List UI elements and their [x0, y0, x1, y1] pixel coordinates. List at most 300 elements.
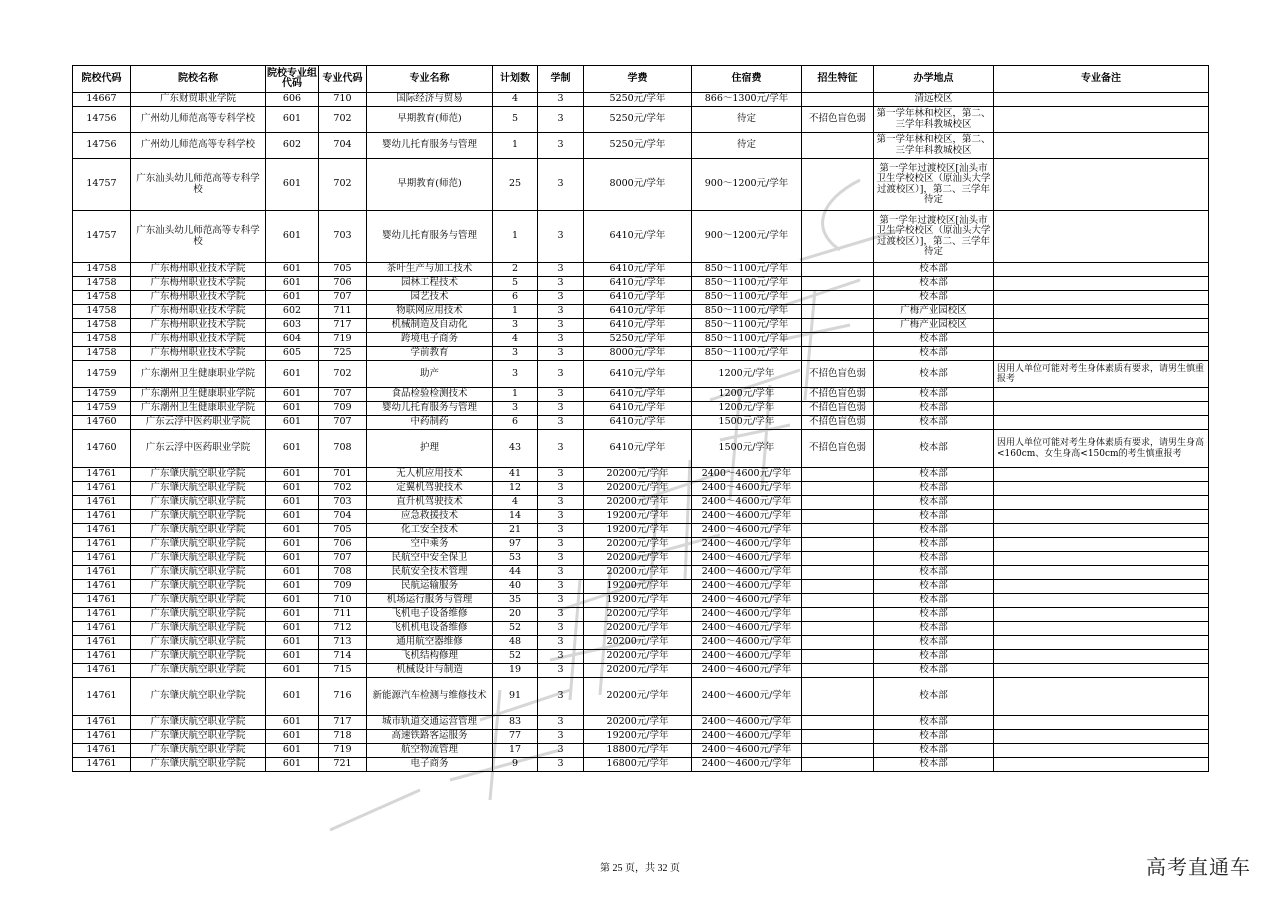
cell-major-name: 高速铁路客运服务 [367, 730, 493, 744]
cell-location: 第一学年过渡校区[汕头市卫生学校校区（原汕头大学过渡校区）]，第二、三学年待定 [874, 159, 994, 211]
cell-school-code: 14761 [73, 608, 131, 622]
table-row [73, 510, 1209, 524]
table-row [73, 636, 1209, 650]
cell-tuition: 5250元/学年 [584, 93, 692, 107]
cell-plan-count: 77 [493, 730, 538, 744]
cell-plan-count: 2 [493, 263, 538, 277]
cell-major-code: 711 [319, 608, 367, 622]
cell-major-code: 707 [319, 552, 367, 566]
cell-location: 第一学年过渡校区[汕头市卫生学校校区（原汕头大学过渡校区）]，第二、三学年待定 [874, 211, 994, 263]
cell-school-code: 14761 [73, 482, 131, 496]
cell-school-name: 广东肇庆航空职业学院 [131, 664, 266, 678]
cell-major-name: 定翼机驾驶技术 [367, 482, 493, 496]
cell-tuition: 19200元/学年 [584, 730, 692, 744]
cell-school-code: 14761 [73, 580, 131, 594]
cell-tuition: 20200元/学年 [584, 482, 692, 496]
cell-location: 校本部 [874, 388, 994, 402]
table-row [73, 402, 1209, 416]
cell-major-name: 婴幼儿托育服务与管理 [367, 211, 493, 263]
cell-accommodation: 待定 [692, 107, 802, 133]
cell-duration: 3 [538, 388, 584, 402]
cell-location: 校本部 [874, 416, 994, 430]
cell-tuition: 20200元/学年 [584, 468, 692, 482]
cell-major-name: 园艺技术 [367, 291, 493, 305]
cell-major-name: 飞机结构修理 [367, 650, 493, 664]
cell-plan-count: 83 [493, 716, 538, 730]
cell-plan-count: 4 [493, 333, 538, 347]
cell-plan-count: 3 [493, 319, 538, 333]
cell-school-name: 广东肇庆航空职业学院 [131, 538, 266, 552]
cell-admission-feature [802, 716, 874, 730]
cell-school-code: 14759 [73, 388, 131, 402]
page-number: 第 25 页，共 32 页 [600, 863, 680, 874]
cell-major-code: 703 [319, 211, 367, 263]
cell-location: 第一学年林和校区，第二、三学年科教城校区 [874, 107, 994, 133]
cell-admission-feature [802, 744, 874, 758]
cell-duration: 3 [538, 566, 584, 580]
cell-tuition: 20200元/学年 [584, 538, 692, 552]
cell-plan-count: 20 [493, 608, 538, 622]
cell-duration: 3 [538, 758, 584, 772]
header-admission-feature: 招生特征 [802, 66, 874, 93]
cell-school-name: 广东汕头幼儿师范高等专科学校 [131, 211, 266, 263]
table-row [73, 107, 1209, 133]
cell-admission-feature [802, 291, 874, 305]
cell-notes [994, 133, 1209, 159]
cell-admission-feature: 不招色盲色弱 [802, 107, 874, 133]
cell-group-code: 602 [266, 133, 319, 159]
cell-duration: 3 [538, 678, 584, 716]
table-row [73, 552, 1209, 566]
cell-school-name: 广东汕头幼儿师范高等专科学校 [131, 159, 266, 211]
cell-admission-feature [802, 538, 874, 552]
cell-school-code: 14761 [73, 730, 131, 744]
cell-plan-count: 25 [493, 159, 538, 211]
cell-accommodation: 900～1200元/学年 [692, 159, 802, 211]
cell-school-code: 14758 [73, 277, 131, 291]
table-row [73, 430, 1209, 468]
cell-group-code: 601 [266, 361, 319, 388]
cell-location: 校本部 [874, 678, 994, 716]
cell-school-name: 广东潮州卫生健康职业学院 [131, 388, 266, 402]
cell-accommodation: 2400～4600元/学年 [692, 468, 802, 482]
cell-plan-count: 5 [493, 107, 538, 133]
cell-plan-count: 97 [493, 538, 538, 552]
cell-notes: 因用人单位可能对考生身体素质有要求，请男生慎重报考 [994, 361, 1209, 388]
cell-location: 第一学年林和校区，第二、三学年科教城校区 [874, 133, 994, 159]
cell-tuition: 6410元/学年 [584, 291, 692, 305]
cell-notes [994, 211, 1209, 263]
header-group-code: 院校专业组代码 [266, 66, 319, 93]
cell-group-code: 601 [266, 107, 319, 133]
cell-school-name: 广东肇庆航空职业学院 [131, 622, 266, 636]
cell-tuition: 20200元/学年 [584, 608, 692, 622]
cell-major-code: 702 [319, 159, 367, 211]
cell-notes [994, 678, 1209, 716]
table-row [73, 608, 1209, 622]
cell-duration: 3 [538, 744, 584, 758]
cell-tuition: 6410元/学年 [584, 430, 692, 468]
cell-duration: 3 [538, 361, 584, 388]
cell-group-code: 601 [266, 730, 319, 744]
cell-accommodation: 850～1100元/学年 [692, 291, 802, 305]
cell-plan-count: 3 [493, 347, 538, 361]
cell-school-name: 广东梅州职业技术学院 [131, 305, 266, 319]
cell-group-code: 601 [266, 482, 319, 496]
cell-tuition: 5250元/学年 [584, 107, 692, 133]
cell-notes [994, 636, 1209, 650]
cell-location: 广梅产业园校区 [874, 305, 994, 319]
cell-major-code: 704 [319, 510, 367, 524]
cell-plan-count: 52 [493, 650, 538, 664]
cell-major-code: 725 [319, 347, 367, 361]
cell-school-name: 广东云浮中医药职业学院 [131, 430, 266, 468]
cell-plan-count: 3 [493, 361, 538, 388]
cell-major-code: 709 [319, 580, 367, 594]
cell-notes [994, 622, 1209, 636]
cell-major-code: 706 [319, 277, 367, 291]
cell-group-code: 601 [266, 524, 319, 538]
cell-plan-count: 53 [493, 552, 538, 566]
cell-accommodation: 850～1100元/学年 [692, 333, 802, 347]
cell-major-name: 机场运行服务与管理 [367, 594, 493, 608]
cell-group-code: 601 [266, 664, 319, 678]
cell-group-code: 601 [266, 496, 319, 510]
cell-admission-feature [802, 159, 874, 211]
cell-major-code: 708 [319, 566, 367, 580]
cell-school-code: 14761 [73, 758, 131, 772]
cell-location: 校本部 [874, 496, 994, 510]
cell-school-code: 14761 [73, 524, 131, 538]
cell-notes [994, 524, 1209, 538]
cell-tuition: 20200元/学年 [584, 678, 692, 716]
cell-plan-count: 1 [493, 388, 538, 402]
cell-major-code: 707 [319, 388, 367, 402]
table-row [73, 291, 1209, 305]
cell-group-code: 602 [266, 305, 319, 319]
cell-major-code: 714 [319, 650, 367, 664]
cell-accommodation: 2400～4600元/学年 [692, 730, 802, 744]
cell-school-code: 14761 [73, 468, 131, 482]
cell-group-code: 601 [266, 622, 319, 636]
brand-logo-text: 高考直通车 [1146, 855, 1251, 879]
cell-admission-feature [802, 496, 874, 510]
cell-group-code: 605 [266, 347, 319, 361]
cell-duration: 3 [538, 594, 584, 608]
cell-location: 校本部 [874, 538, 994, 552]
cell-major-code: 702 [319, 482, 367, 496]
cell-major-name: 直升机驾驶技术 [367, 496, 493, 510]
cell-accommodation: 2400～4600元/学年 [692, 608, 802, 622]
cell-major-code: 716 [319, 678, 367, 716]
cell-accommodation: 850～1100元/学年 [692, 263, 802, 277]
cell-notes [994, 716, 1209, 730]
cell-plan-count: 35 [493, 594, 538, 608]
cell-major-name: 机械制造及自动化 [367, 319, 493, 333]
table-row [73, 538, 1209, 552]
cell-major-name: 新能源汽车检测与维修技术 [367, 678, 493, 716]
cell-school-name: 广东肇庆航空职业学院 [131, 678, 266, 716]
cell-location: 校本部 [874, 716, 994, 730]
header-school-code: 院校代码 [73, 66, 131, 93]
cell-accommodation: 2400～4600元/学年 [692, 716, 802, 730]
cell-major-code: 715 [319, 664, 367, 678]
cell-admission-feature [802, 678, 874, 716]
cell-notes [994, 566, 1209, 580]
cell-major-code: 708 [319, 430, 367, 468]
cell-group-code: 601 [266, 678, 319, 716]
cell-school-name: 广东梅州职业技术学院 [131, 277, 266, 291]
cell-accommodation: 850～1100元/学年 [692, 305, 802, 319]
table-row [73, 622, 1209, 636]
cell-location: 校本部 [874, 277, 994, 291]
cell-location: 校本部 [874, 291, 994, 305]
cell-duration: 3 [538, 430, 584, 468]
cell-admission-feature [802, 133, 874, 159]
cell-notes [994, 305, 1209, 319]
cell-duration: 3 [538, 524, 584, 538]
cell-location: 校本部 [874, 347, 994, 361]
cell-major-name: 物联网应用技术 [367, 305, 493, 319]
cell-location: 校本部 [874, 333, 994, 347]
cell-accommodation: 2400～4600元/学年 [692, 636, 802, 650]
cell-major-code: 705 [319, 524, 367, 538]
cell-plan-count: 14 [493, 510, 538, 524]
cell-admission-feature [802, 608, 874, 622]
cell-accommodation: 1500元/学年 [692, 416, 802, 430]
cell-tuition: 6410元/学年 [584, 319, 692, 333]
cell-school-name: 广东肇庆航空职业学院 [131, 744, 266, 758]
cell-group-code: 601 [266, 510, 319, 524]
cell-duration: 3 [538, 482, 584, 496]
cell-school-name: 广东财贸职业学院 [131, 93, 266, 107]
cell-duration: 3 [538, 402, 584, 416]
cell-school-name: 广东梅州职业技术学院 [131, 347, 266, 361]
cell-school-name: 广东潮州卫生健康职业学院 [131, 402, 266, 416]
cell-admission-feature [802, 468, 874, 482]
cell-plan-count: 43 [493, 430, 538, 468]
table-row [73, 664, 1209, 678]
cell-location: 校本部 [874, 510, 994, 524]
cell-duration: 3 [538, 622, 584, 636]
cell-accommodation: 866～1300元/学年 [692, 93, 802, 107]
cell-school-code: 14758 [73, 333, 131, 347]
cell-admission-feature [802, 211, 874, 263]
cell-group-code: 601 [266, 580, 319, 594]
cell-major-code: 712 [319, 622, 367, 636]
cell-notes [994, 333, 1209, 347]
cell-major-name: 民航空中安全保卫 [367, 552, 493, 566]
cell-tuition: 6410元/学年 [584, 416, 692, 430]
cell-school-code: 14667 [73, 93, 131, 107]
cell-notes [994, 291, 1209, 305]
table-row [73, 744, 1209, 758]
cell-group-code: 603 [266, 319, 319, 333]
cell-major-code: 702 [319, 107, 367, 133]
cell-major-code: 709 [319, 402, 367, 416]
cell-notes [994, 482, 1209, 496]
cell-admission-feature [802, 347, 874, 361]
cell-group-code: 601 [266, 608, 319, 622]
cell-tuition: 20200元/学年 [584, 664, 692, 678]
cell-plan-count: 1 [493, 133, 538, 159]
cell-major-name: 电子商务 [367, 758, 493, 772]
cell-plan-count: 19 [493, 664, 538, 678]
cell-admission-feature [802, 93, 874, 107]
cell-tuition: 19200元/学年 [584, 510, 692, 524]
cell-notes [994, 93, 1209, 107]
cell-location: 校本部 [874, 608, 994, 622]
cell-accommodation: 2400～4600元/学年 [692, 482, 802, 496]
cell-accommodation: 2400～4600元/学年 [692, 552, 802, 566]
cell-duration: 3 [538, 277, 584, 291]
cell-major-name: 应急救援技术 [367, 510, 493, 524]
cell-school-name: 广东梅州职业技术学院 [131, 291, 266, 305]
cell-notes [994, 263, 1209, 277]
table-row [73, 277, 1209, 291]
cell-group-code: 601 [266, 650, 319, 664]
cell-notes [994, 402, 1209, 416]
cell-location: 校本部 [874, 468, 994, 482]
cell-accommodation: 900～1200元/学年 [692, 211, 802, 263]
cell-school-code: 14757 [73, 211, 131, 263]
cell-major-name: 民航运输服务 [367, 580, 493, 594]
cell-admission-feature [802, 524, 874, 538]
cell-duration: 3 [538, 552, 584, 566]
cell-school-code: 14761 [73, 678, 131, 716]
cell-plan-count: 44 [493, 566, 538, 580]
cell-group-code: 601 [266, 468, 319, 482]
cell-notes [994, 277, 1209, 291]
cell-major-code: 703 [319, 496, 367, 510]
cell-location: 清远校区 [874, 93, 994, 107]
table-row [73, 758, 1209, 772]
cell-major-name: 茶叶生产与加工技术 [367, 263, 493, 277]
cell-accommodation: 1500元/学年 [692, 430, 802, 468]
cell-major-name: 国际经济与贸易 [367, 93, 493, 107]
cell-major-code: 705 [319, 263, 367, 277]
cell-major-name: 早期教育(师范) [367, 159, 493, 211]
cell-location: 校本部 [874, 524, 994, 538]
cell-school-code: 14759 [73, 402, 131, 416]
cell-school-code: 14760 [73, 416, 131, 430]
cell-school-code: 14760 [73, 430, 131, 468]
cell-major-name: 中药制药 [367, 416, 493, 430]
cell-accommodation: 2400～4600元/学年 [692, 524, 802, 538]
table-row [73, 468, 1209, 482]
cell-tuition: 6410元/学年 [584, 263, 692, 277]
cell-major-code: 707 [319, 416, 367, 430]
cell-group-code: 601 [266, 159, 319, 211]
cell-location: 校本部 [874, 758, 994, 772]
header-major-name: 专业名称 [367, 66, 493, 93]
cell-tuition: 16800元/学年 [584, 758, 692, 772]
cell-school-name: 广州幼儿师范高等专科学校 [131, 133, 266, 159]
cell-duration: 3 [538, 580, 584, 594]
cell-school-name: 广东梅州职业技术学院 [131, 263, 266, 277]
cell-school-name: 广东肇庆航空职业学院 [131, 650, 266, 664]
cell-major-name: 跨境电子商务 [367, 333, 493, 347]
cell-plan-count: 52 [493, 622, 538, 636]
cell-major-code: 706 [319, 538, 367, 552]
cell-notes [994, 159, 1209, 211]
table-row [73, 566, 1209, 580]
cell-admission-feature: 不招色盲色弱 [802, 430, 874, 468]
cell-group-code: 601 [266, 758, 319, 772]
cell-school-name: 广东肇庆航空职业学院 [131, 730, 266, 744]
cell-tuition: 6410元/学年 [584, 277, 692, 291]
cell-duration: 3 [538, 664, 584, 678]
cell-school-code: 14758 [73, 347, 131, 361]
cell-school-code: 14758 [73, 263, 131, 277]
cell-school-name: 广东肇庆航空职业学院 [131, 552, 266, 566]
cell-tuition: 19200元/学年 [584, 594, 692, 608]
cell-location: 校本部 [874, 744, 994, 758]
table-row [73, 93, 1209, 107]
header-duration: 学制 [538, 66, 584, 93]
cell-duration: 3 [538, 416, 584, 430]
cell-tuition: 19200元/学年 [584, 580, 692, 594]
cell-school-name: 广东肇庆航空职业学院 [131, 496, 266, 510]
cell-location: 校本部 [874, 566, 994, 580]
cell-plan-count: 41 [493, 468, 538, 482]
cell-school-name: 广东肇庆航空职业学院 [131, 580, 266, 594]
cell-admission-feature [802, 319, 874, 333]
cell-major-name: 空中乘务 [367, 538, 493, 552]
cell-tuition: 6410元/学年 [584, 305, 692, 319]
cell-tuition: 5250元/学年 [584, 133, 692, 159]
table-row [73, 580, 1209, 594]
cell-school-code: 14761 [73, 664, 131, 678]
cell-major-name: 航空物流管理 [367, 744, 493, 758]
cell-duration: 3 [538, 291, 584, 305]
table-body [73, 93, 1209, 772]
cell-major-code: 710 [319, 93, 367, 107]
table-header-row [73, 66, 1209, 93]
cell-school-name: 广州幼儿师范高等专科学校 [131, 107, 266, 133]
cell-school-code: 14761 [73, 716, 131, 730]
cell-notes [994, 664, 1209, 678]
cell-accommodation: 2400～4600元/学年 [692, 650, 802, 664]
cell-notes [994, 552, 1209, 566]
cell-plan-count: 4 [493, 496, 538, 510]
cell-tuition: 20200元/学年 [584, 636, 692, 650]
cell-accommodation: 2400～4600元/学年 [692, 744, 802, 758]
cell-duration: 3 [538, 93, 584, 107]
cell-accommodation: 2400～4600元/学年 [692, 580, 802, 594]
cell-location: 校本部 [874, 263, 994, 277]
table-row [73, 347, 1209, 361]
cell-major-name: 机械设计与制造 [367, 664, 493, 678]
cell-school-code: 14761 [73, 744, 131, 758]
cell-group-code: 601 [266, 594, 319, 608]
cell-plan-count: 1 [493, 305, 538, 319]
cell-school-name: 广东肇庆航空职业学院 [131, 758, 266, 772]
cell-group-code: 601 [266, 416, 319, 430]
cell-plan-count: 4 [493, 93, 538, 107]
cell-school-name: 广东肇庆航空职业学院 [131, 510, 266, 524]
cell-plan-count: 40 [493, 580, 538, 594]
cell-tuition: 6410元/学年 [584, 211, 692, 263]
cell-location: 校本部 [874, 594, 994, 608]
table-row [73, 388, 1209, 402]
cell-notes: 因用人单位可能对考生身体素质有要求，请男生身高<160cm、女生身高<150cm的考生慎重报考 [994, 430, 1209, 468]
cell-school-name: 广东潮州卫生健康职业学院 [131, 361, 266, 388]
cell-duration: 3 [538, 608, 584, 622]
header-accommodation: 住宿费 [692, 66, 802, 93]
cell-accommodation: 850～1100元/学年 [692, 319, 802, 333]
cell-major-name: 飞机电子设备维修 [367, 608, 493, 622]
